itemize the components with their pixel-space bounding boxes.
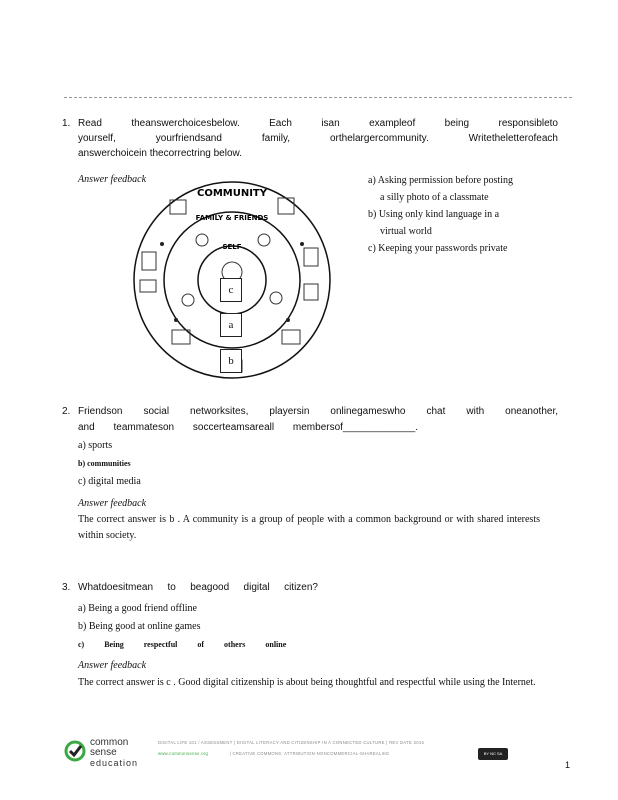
community-ring-label: COMMUNITY [196,188,268,199]
family-friends-ring-label: FAMILY & FRIENDS [195,214,269,222]
self-ring-label: SELF [222,243,242,251]
option-b: b) communities [78,459,131,468]
footer-license-text: | CREATIVE COMMONS: ATTRIBUTION-NONCOMMERCIAL-SHAREALIKE [229,751,390,756]
question-text-line: Read theanswerchoicesbelow. Each isan exampleof being responsibleto [78,118,558,129]
page-number: 1 [564,760,570,770]
question-text-line: yourself, yourfriendsand family, orthelargercommunity. Writetheletterofeach [78,133,558,144]
header-divider [64,97,572,98]
answer-box-community[interactable]: b [220,349,242,373]
logo-text: sense [90,747,117,758]
creative-commons-badge[interactable]: BY NC SA [478,748,508,760]
option-b: b) Using only kind language in a [368,209,500,220]
answer-box-family-friends[interactable]: a [220,313,242,337]
option-c: c) Keeping your passwords private [368,243,508,254]
logo-text: common [90,737,129,748]
option-b: b) Being good at online games [78,621,201,632]
question-text-line: Friendson social networksites, playersin onlinegameswho chat with oneanother, [78,406,558,417]
question-number: 2. [62,406,71,417]
question-number: 3. [62,582,71,593]
answer-feedback-text: The correct answer is b . A community is a group of people with a common background or with shared interests within society. [78,514,540,541]
answer-feedback-label: Answer feedback [78,498,147,509]
answer-box-self[interactable]: c [220,278,242,302]
option-c: c) digital media [78,476,141,487]
question-text-line: Whatdoesitmean to beagood digital citizen? [78,582,318,593]
question-text-line: answerchoicein thecorrectring below. [78,148,242,159]
footer-meta-text: DIGITAL LIFE 101 / ASSESSMENT | DIGITAL LITERACY AND CITIZENSHIP IN A CONNECTED CULTURE | REV DATE 2015 [158,740,425,745]
question-1-options [368,172,543,257]
option-b-cont: virtual world [380,226,432,237]
footer-link[interactable]: www.commonsense.org [158,751,209,756]
answer-feedback-label: Answer feedback [78,174,147,185]
option-a-cont: a silly photo of a classmate [380,192,489,203]
logo-text: education [90,758,139,768]
answer-feedback-label: Answer feedback [78,660,147,671]
option-a: a) Asking permission before posting [368,175,513,186]
question-text-line: and teammateson soccerteamsareall membersof_____________. [78,422,418,433]
option-a: a) Being a good friend offline [78,603,197,614]
question-number: 1. [62,118,71,129]
checkmark-logo-icon [64,740,86,762]
answer-feedback-text: The correct answer is c . Good digital citizenship is about being thoughtful and respectful while using the Internet. [78,677,536,688]
option-c: c) Being respectful of others online [78,640,287,649]
option-a: a) sports [78,440,113,451]
